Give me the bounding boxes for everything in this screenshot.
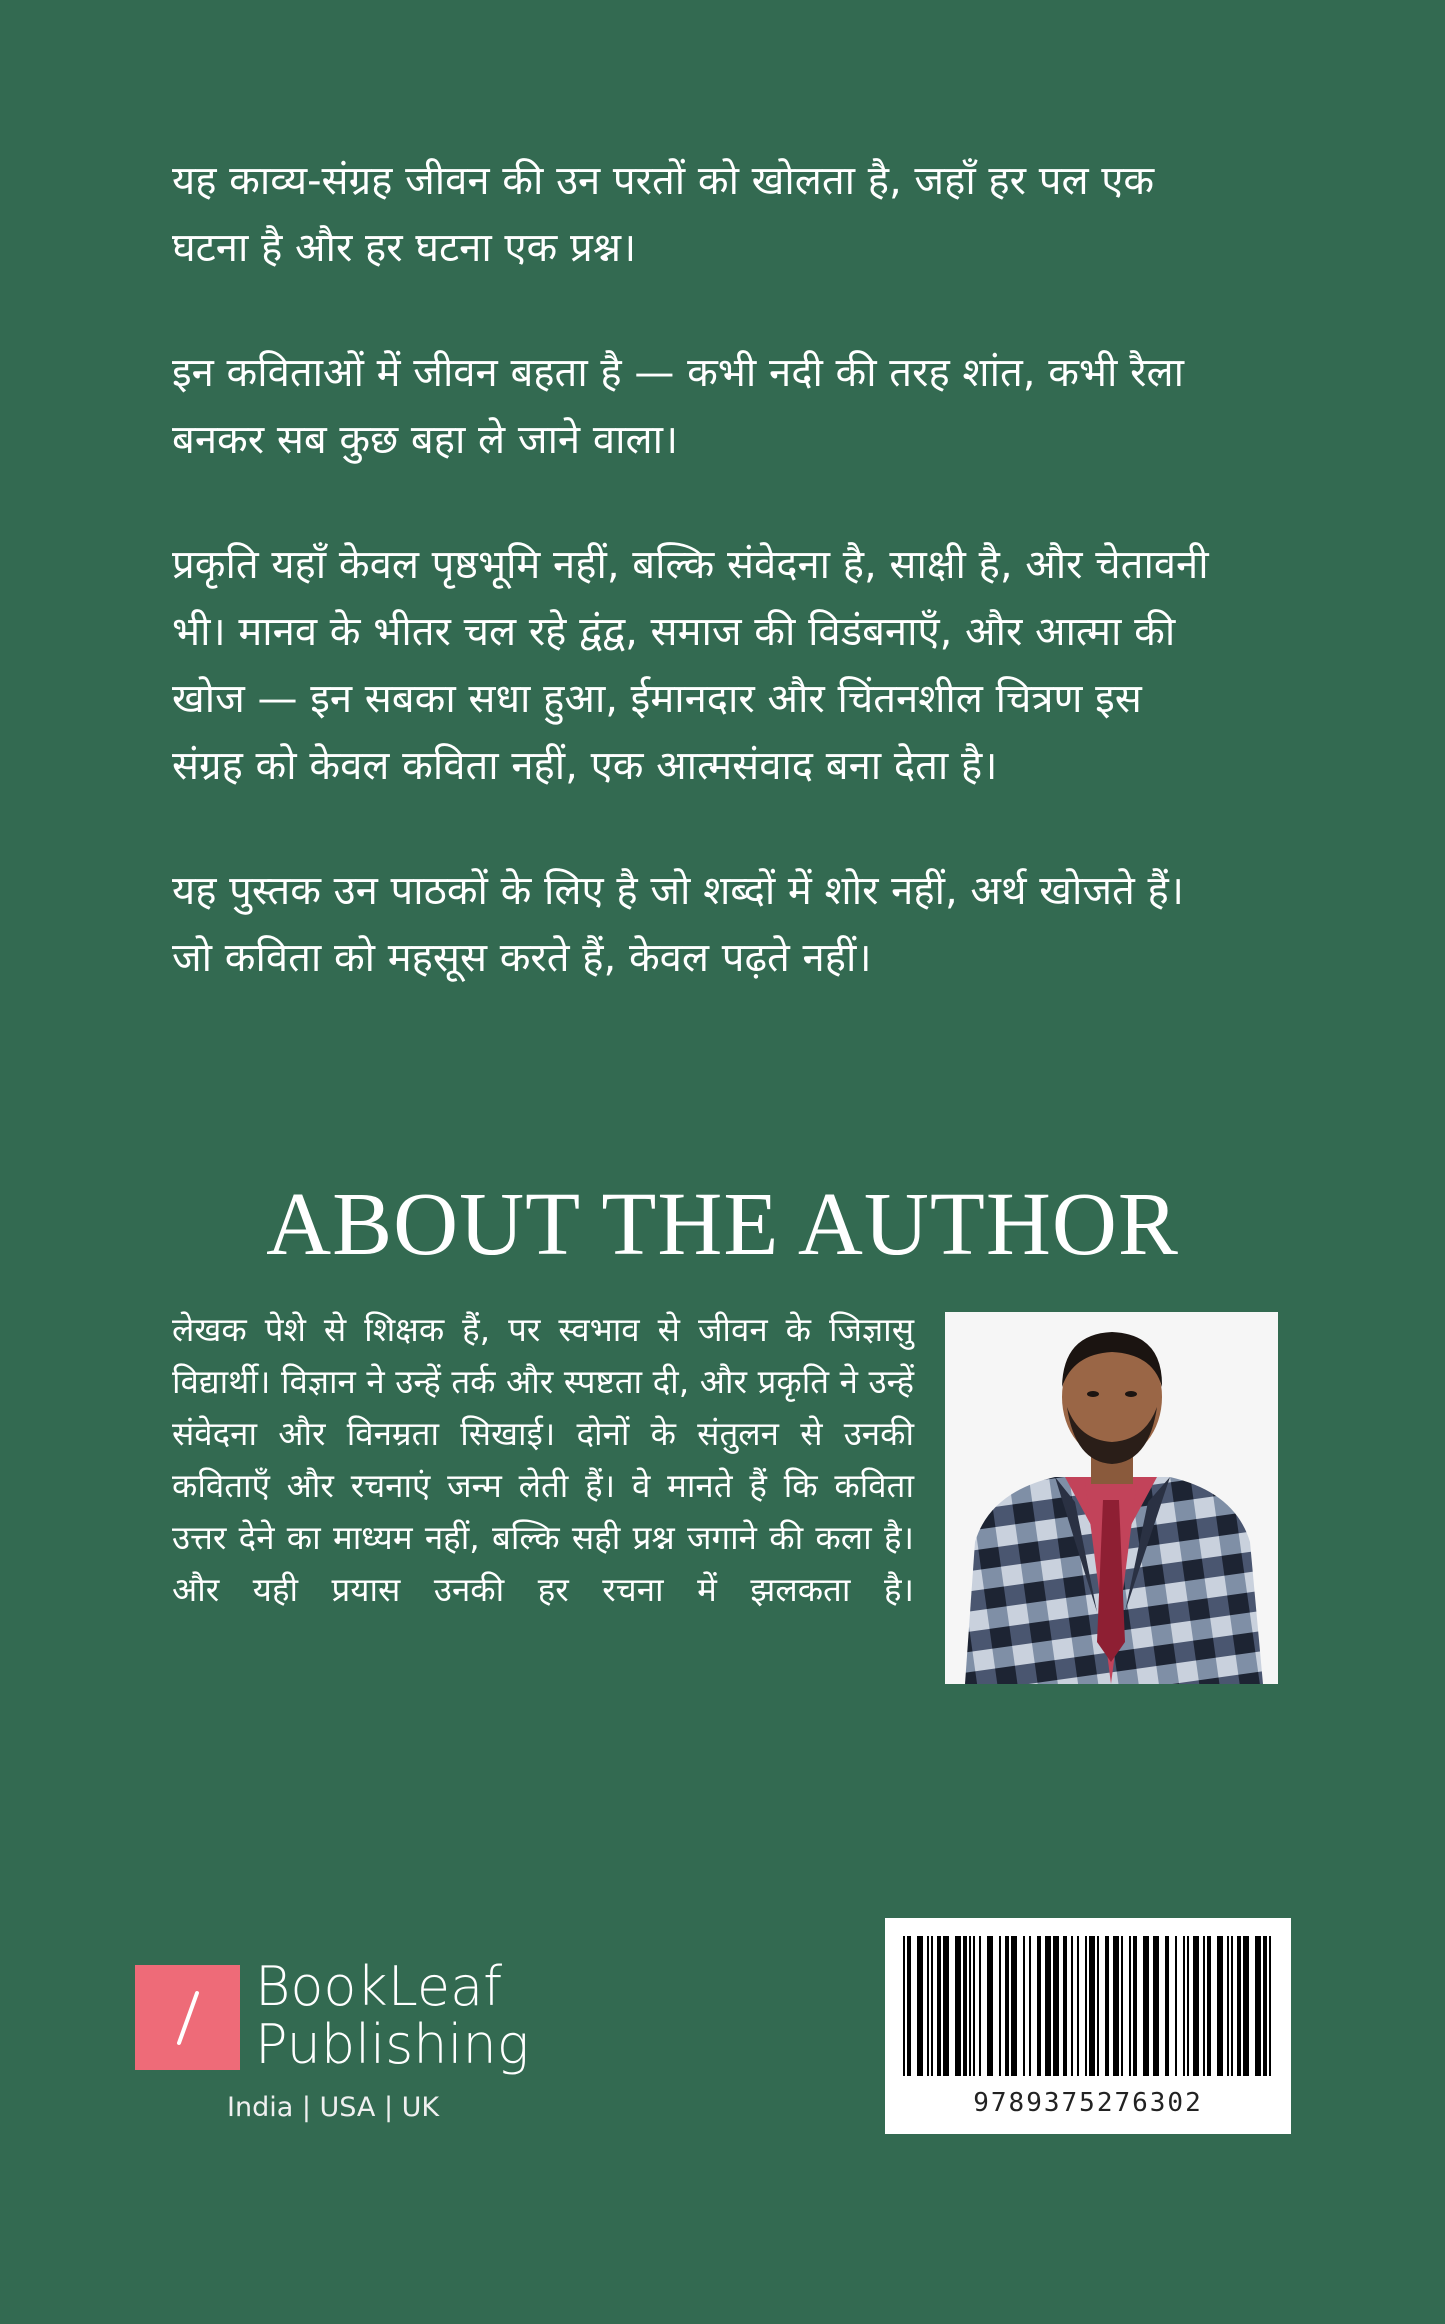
barcode-bar <box>1187 1936 1189 2076</box>
barcode-bar <box>999 1936 1001 2076</box>
barcode-bars <box>885 1918 1291 2088</box>
barcode-bar <box>1263 1936 1267 2076</box>
barcode-bar <box>963 1936 967 2076</box>
barcode-bar <box>1085 1936 1087 2076</box>
author-portrait-illustration <box>945 1312 1278 1684</box>
barcode-bar <box>1129 1936 1131 2076</box>
barcode-bar <box>1217 1936 1223 2076</box>
blurb <box>172 148 1212 1050</box>
barcode-bar <box>1011 1936 1017 2076</box>
barcode-bar <box>943 1936 949 2076</box>
publisher-logo <box>135 1955 555 2142</box>
publisher-name-line1: BookLeaf <box>255 1955 503 2018</box>
barcode-bar <box>1071 1936 1073 2076</box>
barcode-bar <box>955 1936 961 2076</box>
barcode-bar <box>1183 1936 1185 2076</box>
barcode-bar <box>1165 1936 1169 2076</box>
barcode-bar <box>1045 1936 1051 2076</box>
barcode-bar <box>927 1936 929 2076</box>
barcode-bar <box>903 1936 905 2076</box>
slash-icon <box>135 1965 240 2070</box>
blurb-paragraph-1: यह काव्य-संग्रह जीवन की उन परतों को खोलता है, जहाँ हर पल एक घटना है और हर घटना एक प्रश्न। <box>172 158 1155 271</box>
barcode-bar <box>1023 1936 1025 2076</box>
barcode-bar <box>1193 1936 1199 2076</box>
barcode-bar <box>937 1936 941 2076</box>
barcode-bar <box>1153 1936 1159 2076</box>
isbn-number: 9789375276302 <box>973 2088 1203 2118</box>
publisher-regions: India | USA | UK <box>227 2092 440 2123</box>
publisher-name-line2: Publishing <box>255 2013 530 2076</box>
barcode-bar <box>1121 1936 1123 2076</box>
barcode-bar <box>1053 1936 1059 2076</box>
barcode-bar <box>1097 1936 1099 2076</box>
barcode-bar <box>1237 1936 1241 2076</box>
isbn-barcode <box>885 1918 1291 2134</box>
blurb-paragraph-2: इन कविताओं में जीवन बहता है — कभी नदी की तरह शांत, कभी रैला बनकर सब कुछ बहा ले जाने वाला। <box>172 350 1184 463</box>
barcode-bar <box>1077 1936 1079 2076</box>
barcode-bar <box>917 1936 923 2076</box>
blurb-paragraph-4: यह पुस्तक उन पाठकों के लिए है जो शब्दों में शोर नहीं, अर्थ खोजते हैं। जो कविता को महसूस करते हैं, केवल पढ़ते नहीं। <box>172 868 1184 981</box>
barcode-bar <box>1029 1936 1031 2076</box>
barcode-bar <box>1089 1936 1095 2076</box>
barcode-bar <box>1269 1936 1271 2076</box>
publisher-name <box>255 1955 530 2076</box>
barcode-bar <box>1175 1936 1177 2076</box>
publisher-logo-mark <box>135 1965 240 2070</box>
barcode-bar <box>1037 1936 1041 2076</box>
blurb-paragraph-3: प्रकृति यहाँ केवल पृष्ठभूमि नहीं, बल्कि संवेदना है, साक्षी है, और चेतावनी भी। मानव के भीतर चल रहे द्वंद्व, समाज की विडंबनाएँ, और आत्मा की खोज — इन सबका सधा हुआ, ईमानदार और चिंतनशील चित्रण इस संग्रह को केवल कविता नहीं, एक आत्मसंवाद बना देता है। <box>172 542 1209 789</box>
barcode-bar <box>973 1936 975 2076</box>
barcode-bar <box>907 1936 911 2076</box>
barcode-bar <box>979 1936 981 2076</box>
barcode-bar <box>1203 1936 1205 2076</box>
barcode-bar <box>1105 1936 1109 2076</box>
barcode-bar <box>1243 1936 1249 2076</box>
barcode-bar <box>1113 1936 1119 2076</box>
barcode-bar <box>1005 1936 1009 2076</box>
barcode-bar <box>1227 1936 1229 2076</box>
barcode-bar <box>931 1936 933 2076</box>
barcode-bar <box>1143 1936 1149 2076</box>
barcode-bar <box>1207 1936 1211 2076</box>
barcode-bar <box>1255 1936 1261 2076</box>
about-author-text: लेखक पेशे से शिक्षक हैं, पर स्वभाव से जीवन के जिज्ञासु विद्यार्थी। विज्ञान ने उन्हें तर्क और स्पष्टता दी, और प्रकृति ने उन्हें संवेदना और विनम्रता सिखाई। दोनों के संतुलन से उनकी कविताएँ और रचनाएं जन्म लेती हैं। वे मानते हैं कि कविता उत्तर देने का माध्यम नहीं, बल्कि सही प्रश्न जगाने की कला है। और यही प्रयास उनकी हर रचना में झलकता है। <box>172 1310 914 1609</box>
author-photo <box>945 1312 1278 1684</box>
about-author-heading: ABOUT THE AUTHOR <box>266 1175 1179 1274</box>
barcode-bar <box>1063 1936 1067 2076</box>
barcode-bar <box>1231 1936 1233 2076</box>
barcode-bar <box>1133 1936 1137 2076</box>
barcode-bar <box>969 1936 971 2076</box>
barcode-bar <box>987 1936 993 2076</box>
